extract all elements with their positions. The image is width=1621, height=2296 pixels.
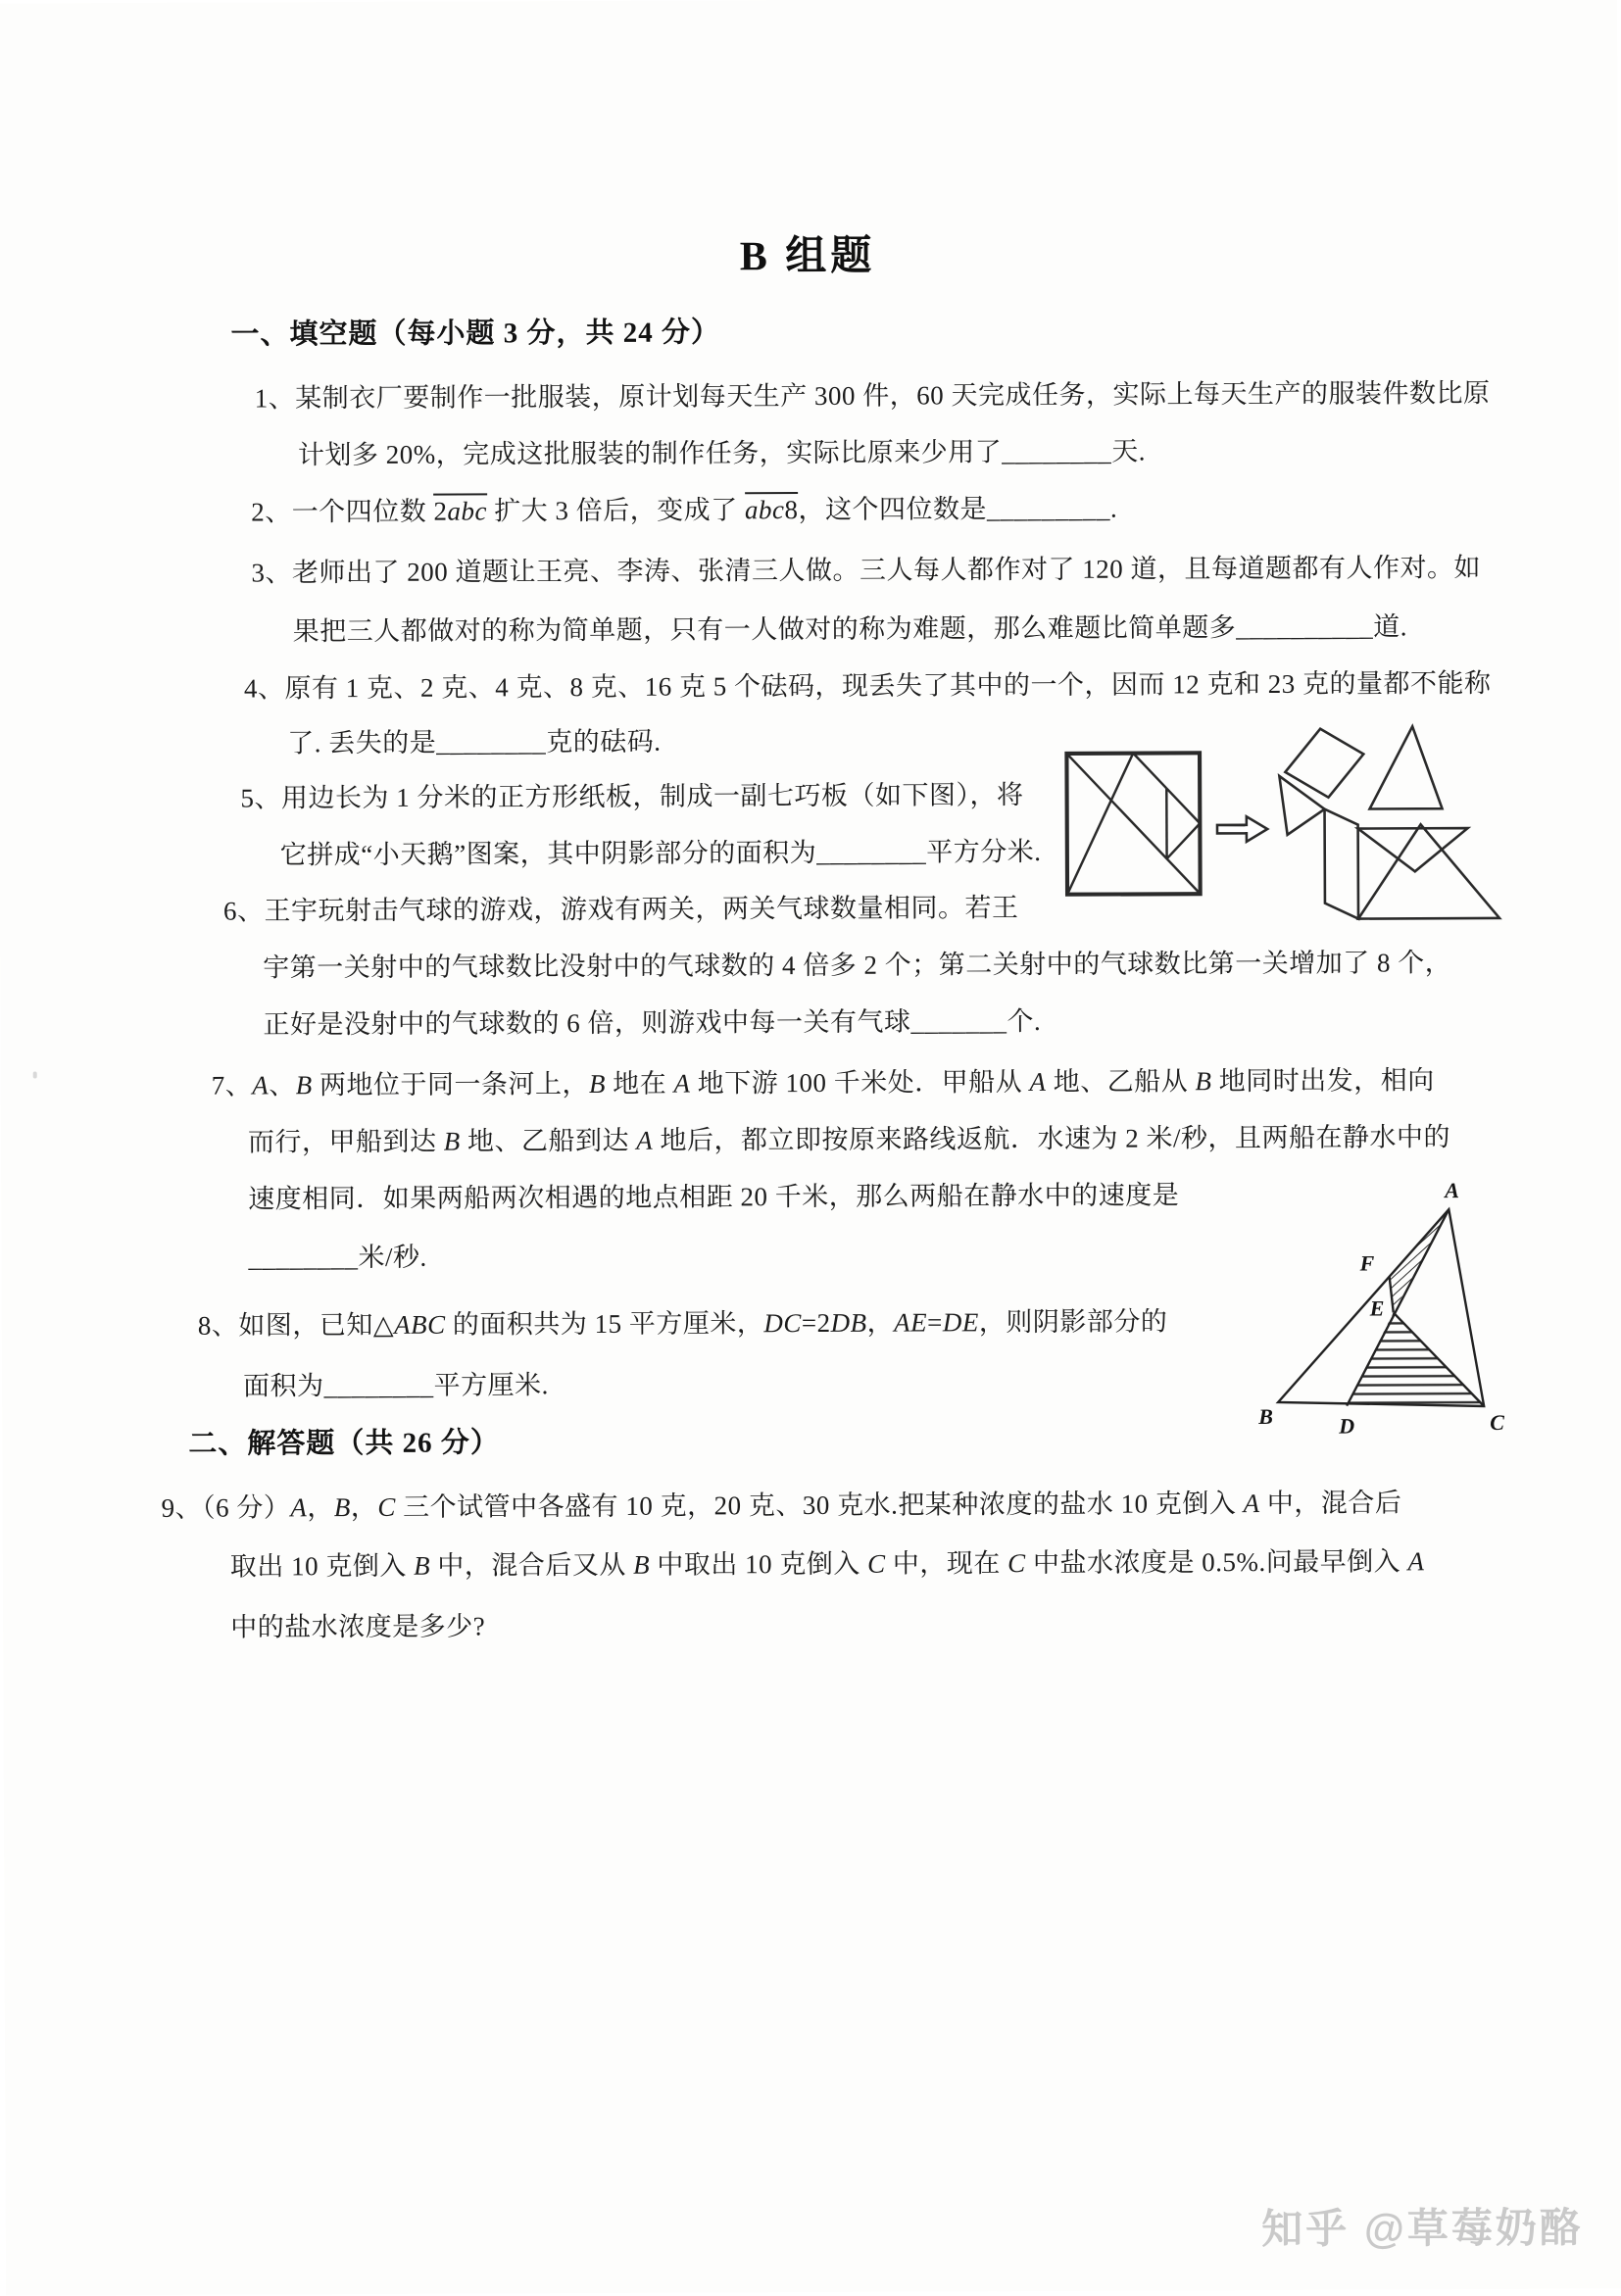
watermark: 知乎 @草莓奶酪	[1261, 2196, 1584, 2256]
question-1-line-2: 计划多 20%，完成这批服装的制作任务，实际比原来少用了________天.	[298, 430, 1146, 472]
question-1-line-1: 1、某制衣厂要制作一批服装，原计划每天生产 300 件，60 天完成任务，实际上每天生产的服装件数比原	[255, 371, 1491, 415]
vertex-label-e: E	[1369, 1295, 1385, 1320]
question-4-line-1: 4、原有 1 克、2 克、4 克、8 克、16 克 5 个砝码，现丢失了其中的一个，因而 12 克和 23 克的量都不能称	[244, 661, 1492, 706]
question-4-line-2: 了. 丢失的是________克的砝码.	[287, 720, 661, 760]
vertex-label-f: F	[1358, 1250, 1374, 1275]
section-1-heading: 一、填空题（每小题 3 分，共 24 分）	[230, 310, 720, 352]
q2-overline-2abc: 2abc	[433, 493, 487, 525]
vertex-label-d: D	[1338, 1414, 1354, 1439]
vertex-label-c: C	[1490, 1410, 1504, 1435]
arrow-right-icon	[1215, 813, 1270, 845]
question-9-line-1: 9、（6 分）A，B，C 三个试管中各盛有 10 克，20 克、30 克水.把某种浓度的盐水 10 克倒入 A 中，混合后	[162, 1481, 1402, 1525]
question-7-line-4: ________米/秒.	[248, 1236, 426, 1275]
question-9-line-3: 中的盐水浓度是多少?	[230, 1604, 485, 1643]
vertex-label-a: A	[1443, 1178, 1459, 1202]
question-8-line-2: 面积为________平方厘米.	[243, 1363, 549, 1402]
question-6-line-3: 正好是没射中的气球数的 6 倍，则游戏中每一关有气球_______个.	[263, 1000, 1041, 1041]
question-5-line-2: 它拼成“小天鹅”图案，其中阴影部分的面积为________平方分米.	[280, 830, 1042, 871]
question-9-line-2: 取出 10 克倒入 B 中，混合后又从 B 中取出 10 克倒入 C 中，现在 C 中盐水浓度是 0.5%.问最早倒入 A	[230, 1539, 1425, 1583]
vertex-label-b: B	[1257, 1404, 1273, 1429]
scan-speck	[33, 1071, 37, 1078]
question-7-line-1: 7、A、B 两地位于同一条河上，B 地在 A 地下游 100 千米处．甲船从 A 地、乙船从 B 地同时出发，相向	[212, 1058, 1435, 1101]
q2-part-2: 扩大 3 倍后，变成了	[487, 495, 745, 525]
q2-overline-abc8: abc8	[745, 492, 799, 524]
q2-part-3: ，这个四位数是_________.	[798, 494, 1117, 524]
question-2-line	[251, 487, 1117, 529]
question-6-line-1: 6、王宇玩射击气球的游戏，游戏有两关，两关气球数量相同。若王	[223, 886, 1019, 928]
question-7-line-2: 而行，甲船到达 B 地、乙船到达 A 地后，都立即按原来路线返航．水速为 2 米/秒，且两船在静水中的	[248, 1115, 1450, 1158]
question-7-line-3: 速度相同．如果两船两次相遇的地点相距 20 千米，那么两船在静水中的速度是	[248, 1173, 1179, 1215]
triangle-abc-figure	[1255, 1178, 1531, 1453]
swan-figure	[1271, 726, 1507, 923]
question-8-line-1: 8、如图，已知△ABC 的面积共为 15 平方厘米，DC=2DB，AE=DE，则阴影部分的	[198, 1299, 1168, 1342]
tangram-square-figure	[1063, 751, 1207, 899]
question-3-line-2: 果把三人都做对的称为简单题，只有一人做对的称为难题，那么难题比简单题多__________道.	[293, 605, 1407, 648]
section-2-heading: 二、解答题（共 26 分）	[188, 1420, 500, 1461]
question-5-line-1: 5、用边长为 1 分米的正方形纸板，制成一副七巧板（如下图），将	[240, 773, 1023, 814]
q2-part-1: 2、一个四位数	[251, 497, 433, 527]
question-3-line-1: 3、老师出了 200 道题让王亮、李涛、张清三人做。三人每人都作对了 120 道，且每道题都有人作对。如	[251, 546, 1481, 589]
shaded-region-edc	[1347, 1312, 1484, 1407]
page-title: B 组题	[0, 220, 1618, 285]
question-6-line-2: 宇第一关射中的气球数比没射中的气球数的 4 倍多 2 个；第二关射中的气球数比第一关增加了 8 个，	[263, 941, 1451, 984]
